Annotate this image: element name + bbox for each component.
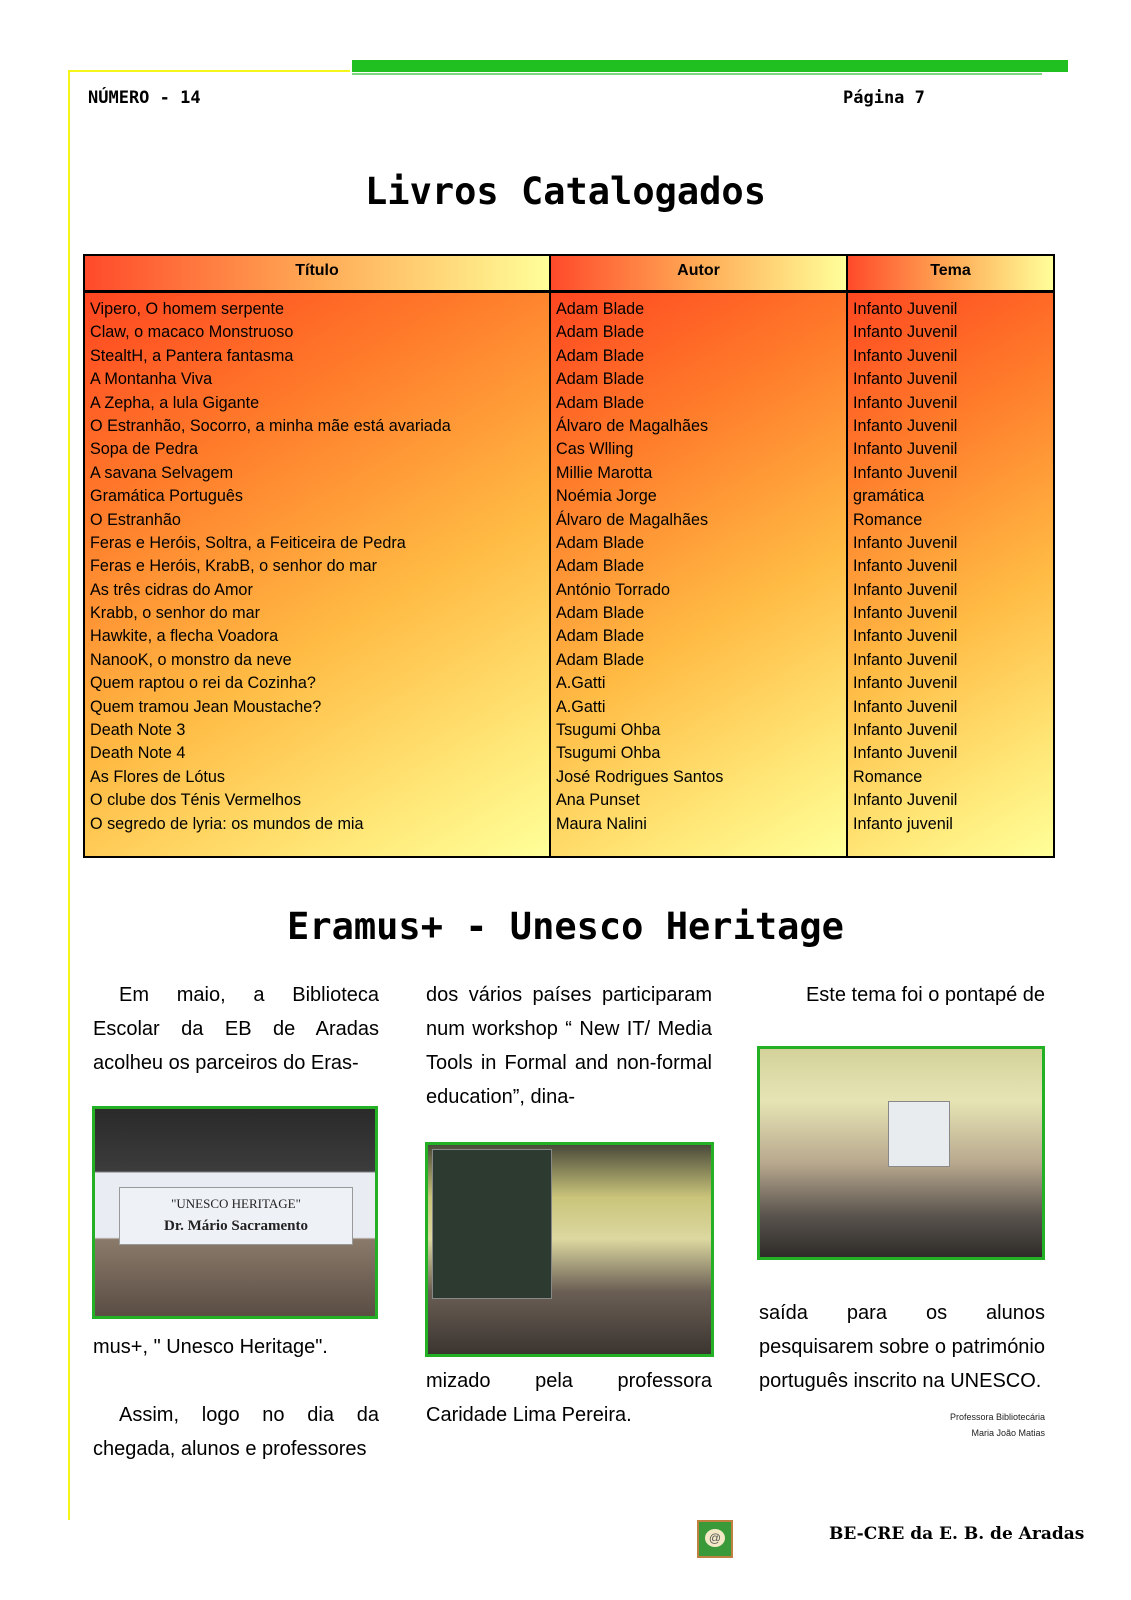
book-author-cell: Adam Blade bbox=[556, 627, 645, 646]
top-yellow-rule bbox=[70, 70, 350, 72]
book-author-cell: Álvaro de Magalhães bbox=[556, 416, 709, 435]
book-title-cell: Gramática Português bbox=[90, 487, 243, 506]
banner-school-name: Dr. Mário Sacramento bbox=[164, 1218, 308, 1234]
footer-school-name: BE-CRE da E. B. de Aradas bbox=[829, 1524, 1085, 1544]
column-header-title: Título bbox=[85, 256, 549, 293]
book-title-cell: As três cidras do Amor bbox=[90, 580, 253, 599]
book-theme-cell: Infanto Juvenil bbox=[853, 346, 958, 365]
book-title-cell: Claw, o macaco Monstruoso bbox=[90, 323, 294, 342]
book-theme-cell: Infanto Juvenil bbox=[853, 533, 958, 552]
book-author-cell: Maura Nalini bbox=[556, 814, 647, 833]
book-title-cell: As Flores de Lótus bbox=[90, 767, 225, 786]
book-theme-cell: Infanto Juvenil bbox=[853, 744, 958, 763]
book-author-cell: Adam Blade bbox=[556, 533, 645, 552]
issue-number: NÚMERO - 14 bbox=[88, 88, 201, 108]
book-title-cell: Feras e Heróis, KrabB, o senhor do mar bbox=[90, 557, 378, 576]
book-theme-cell: Infanto Juvenil bbox=[853, 674, 958, 693]
column-theme bbox=[848, 256, 1053, 856]
article-col1-mid: mus+, " Unesco Heritage". bbox=[93, 1336, 328, 1358]
book-title-cell: NanooK, o monstro da neve bbox=[90, 650, 292, 669]
book-title-cell: Quem tramou Jean Moustache? bbox=[90, 697, 322, 716]
book-title-cell: A savana Selvagem bbox=[90, 463, 234, 482]
book-author-cell: Cas Wlling bbox=[556, 440, 634, 459]
title-cells bbox=[85, 293, 549, 836]
book-theme-cell: Infanto Juvenil bbox=[853, 323, 958, 342]
book-title-cell: O Estranhão, Socorro, a minha mãe está avariada bbox=[90, 416, 451, 435]
unesco-banner-photo bbox=[92, 1106, 378, 1319]
book-author-cell: Millie Marotta bbox=[556, 463, 653, 482]
article-col1-bottom: Assim, logo no dia da chegada, alunos e professores bbox=[93, 1404, 379, 1460]
book-author-cell: A.Gatti bbox=[556, 674, 606, 693]
book-title-cell: O clube dos Ténis Vermelhos bbox=[90, 791, 302, 810]
library-projection-screen bbox=[888, 1101, 950, 1167]
book-author-cell: Adam Blade bbox=[556, 604, 645, 623]
book-title-cell: Quem raptou o rei da Cozinha? bbox=[90, 674, 316, 693]
books-table bbox=[83, 254, 1055, 858]
book-author-cell: Adam Blade bbox=[556, 370, 645, 389]
book-title-cell: A Montanha Viva bbox=[90, 370, 213, 389]
book-title-cell: Death Note 3 bbox=[90, 721, 186, 740]
book-author-cell: Ana Punset bbox=[556, 791, 640, 810]
section-title-erasmus: Eramus+ - Unesco Heritage bbox=[287, 905, 844, 948]
section-title-books: Livros Catalogados bbox=[365, 170, 766, 213]
book-theme-cell: Infanto Juvenil bbox=[853, 697, 958, 716]
book-author-cell: A.Gatti bbox=[556, 697, 606, 716]
column-author bbox=[551, 256, 848, 856]
book-theme-cell: Infanto Juvenil bbox=[853, 721, 958, 740]
article-col1-top: Em maio, a Biblioteca Escolar da EB de Aradas acolheu os parceiros do Eras- bbox=[93, 984, 379, 1074]
article-col3-top: Este tema foi o pontapé de bbox=[805, 984, 1045, 1006]
library-photo bbox=[757, 1046, 1045, 1260]
author-cells bbox=[551, 293, 846, 836]
page-number: Página 7 bbox=[843, 88, 925, 108]
theme-cells bbox=[848, 293, 1053, 836]
workshop-photo bbox=[425, 1142, 714, 1357]
article-col3-bottom: saída para os alunos pesquisarem sobre o património português inscrito na UNESCO. bbox=[759, 1302, 1045, 1392]
book-author-cell: Adam Blade bbox=[556, 300, 645, 318]
book-title-cell: Hawkite, a flecha Voadora bbox=[90, 627, 279, 646]
green-header-line bbox=[352, 73, 1042, 75]
book-title-cell: Feras e Heróis, Soltra, a Feiticeira de Pedra bbox=[90, 533, 406, 552]
book-theme-cell: Infanto Juvenil bbox=[853, 370, 958, 389]
book-theme-cell: Romance bbox=[853, 767, 923, 786]
projection-screen bbox=[432, 1149, 552, 1299]
book-theme-cell: gramática bbox=[853, 487, 925, 506]
book-theme-cell: Infanto Juvenil bbox=[853, 580, 958, 599]
green-header-bar bbox=[352, 60, 1068, 72]
book-author-cell: Adam Blade bbox=[556, 346, 645, 365]
book-title-cell: O Estranhão bbox=[90, 510, 181, 529]
article-col2-top: dos vários países participaram num workshop “ New IT/ Media Tools in Formal and non-formal education”, dina- bbox=[426, 984, 712, 1108]
book-theme-cell: Infanto Juvenil bbox=[853, 791, 958, 810]
article-col2-bottom: mizado pela professora Caridade Lima Pereira. bbox=[426, 1370, 712, 1426]
book-theme-cell: Infanto Juvenil bbox=[853, 627, 958, 646]
book-theme-cell: Romance bbox=[853, 510, 923, 529]
column-header-theme: Tema bbox=[848, 256, 1053, 293]
column-title bbox=[85, 256, 551, 856]
signature-name: Maria João Matias bbox=[971, 1428, 1045, 1438]
book-title-cell: A Zepha, a lula Gigante bbox=[90, 393, 260, 412]
book-theme-cell: Infanto Juvenil bbox=[853, 416, 958, 435]
book-title-cell: O segredo de lyria: os mundos de mia bbox=[90, 814, 364, 833]
book-author-cell: José Rodrigues Santos bbox=[556, 767, 724, 786]
book-author-cell: Noémia Jorge bbox=[556, 487, 657, 506]
book-author-cell: Tsugumi Ohba bbox=[556, 744, 661, 763]
book-theme-cell: Infanto Juvenil bbox=[853, 557, 958, 576]
book-author-cell: Adam Blade bbox=[556, 557, 645, 576]
banner-in-photo bbox=[119, 1187, 353, 1245]
book-title-cell: StealtH, a Pantera fantasma bbox=[90, 346, 294, 365]
book-author-cell: Adam Blade bbox=[556, 323, 645, 342]
left-yellow-rule bbox=[68, 70, 70, 1520]
school-logo-icon: @ bbox=[697, 1520, 733, 1558]
book-title-cell: Sopa de Pedra bbox=[90, 440, 199, 459]
book-theme-cell: Infanto juvenil bbox=[853, 814, 953, 833]
book-theme-cell: Infanto Juvenil bbox=[853, 393, 958, 412]
book-theme-cell: Infanto Juvenil bbox=[853, 440, 958, 459]
book-theme-cell: Infanto Juvenil bbox=[853, 300, 958, 318]
book-author-cell: Tsugumi Ohba bbox=[556, 721, 661, 740]
book-theme-cell: Infanto Juvenil bbox=[853, 463, 958, 482]
book-author-cell: Adam Blade bbox=[556, 393, 645, 412]
book-author-cell: Álvaro de Magalhães bbox=[556, 510, 709, 529]
book-author-cell: Adam Blade bbox=[556, 650, 645, 669]
banner-title: "UNESCO HERITAGE" bbox=[171, 1196, 301, 1211]
book-title-cell: Krabb, o senhor do mar bbox=[90, 604, 261, 623]
book-title-cell: Death Note 4 bbox=[90, 744, 186, 763]
signature-role: Professora Bibliotecária bbox=[949, 1412, 1045, 1422]
book-theme-cell: Infanto Juvenil bbox=[853, 604, 958, 623]
column-header-author: Autor bbox=[551, 256, 846, 293]
book-title-cell: Vipero, O homem serpente bbox=[90, 300, 285, 318]
book-theme-cell: Infanto Juvenil bbox=[853, 650, 958, 669]
book-author-cell: António Torrado bbox=[556, 580, 670, 599]
